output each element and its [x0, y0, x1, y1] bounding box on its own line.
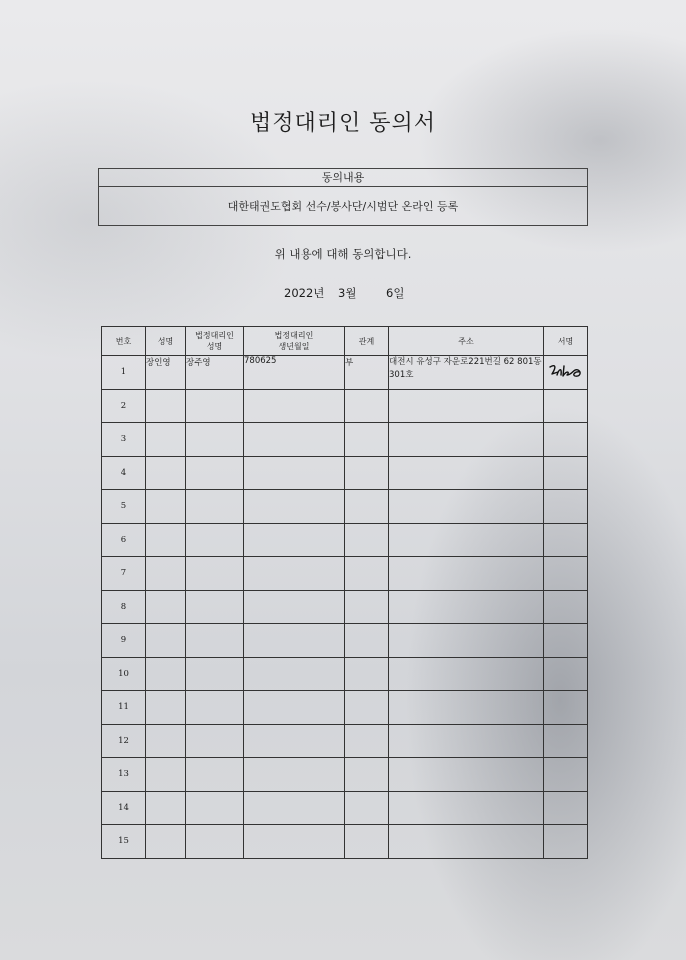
row-guardian-birth — [244, 423, 345, 457]
row-guardian-name — [186, 557, 244, 591]
row-relation — [345, 657, 389, 691]
row-name — [146, 423, 186, 457]
row-name — [146, 758, 186, 792]
row-signature — [544, 456, 588, 490]
row-guardian-birth — [244, 825, 345, 859]
row-guardian-name — [186, 389, 244, 423]
row-guardian-name — [186, 657, 244, 691]
date-day: 6일 — [386, 286, 405, 300]
row-relation: 부 — [345, 356, 389, 390]
row-guardian-name — [186, 758, 244, 792]
row-number: 8 — [102, 590, 146, 624]
row-guardian-birth — [244, 557, 345, 591]
row-relation — [345, 590, 389, 624]
row-name — [146, 389, 186, 423]
row-relation — [345, 624, 389, 658]
row-guardian-birth — [244, 523, 345, 557]
row-address — [389, 523, 544, 557]
row-address — [389, 758, 544, 792]
row-relation — [345, 791, 389, 825]
row-signature — [544, 724, 588, 758]
row-number: 6 — [102, 523, 146, 557]
row-guardian-birth — [244, 691, 345, 725]
row-guardian-name — [186, 624, 244, 658]
row-name — [146, 557, 186, 591]
row-relation — [345, 456, 389, 490]
row-address — [389, 825, 544, 859]
row-number: 13 — [102, 758, 146, 792]
row-signature — [544, 657, 588, 691]
row-address — [389, 590, 544, 624]
row-relation — [345, 523, 389, 557]
row-guardian-birth — [244, 490, 345, 524]
row-relation — [345, 490, 389, 524]
row-address — [389, 490, 544, 524]
row-address: 대전시 유성구 자운로221번길 62 801동 301호 — [389, 356, 544, 390]
table-row — [102, 356, 588, 390]
guardian-table — [101, 326, 588, 859]
row-name — [146, 590, 186, 624]
row-relation — [345, 724, 389, 758]
row-name — [146, 523, 186, 557]
row-guardian-name — [186, 423, 244, 457]
table-row — [102, 456, 588, 490]
row-number: 14 — [102, 791, 146, 825]
header-address: 주소 — [389, 327, 544, 356]
header-relation: 관계 — [345, 327, 389, 356]
table-row — [102, 657, 588, 691]
row-guardian-birth — [244, 791, 345, 825]
table-row — [102, 691, 588, 725]
row-signature — [544, 490, 588, 524]
row-name — [146, 691, 186, 725]
row-guardian-birth — [244, 758, 345, 792]
table-row — [102, 590, 588, 624]
row-signature — [544, 590, 588, 624]
row-address — [389, 624, 544, 658]
row-guardian-birth: 780625 — [244, 356, 345, 390]
row-guardian-name — [186, 724, 244, 758]
table-header-row — [102, 327, 588, 356]
row-guardian-birth — [244, 624, 345, 658]
row-name — [146, 791, 186, 825]
table-row — [102, 490, 588, 524]
row-number: 12 — [102, 724, 146, 758]
table-row — [102, 523, 588, 557]
row-name — [146, 724, 186, 758]
row-number: 2 — [102, 389, 146, 423]
row-name — [146, 825, 186, 859]
table-row — [102, 423, 588, 457]
row-number: 9 — [102, 624, 146, 658]
row-signature — [544, 624, 588, 658]
row-relation — [345, 423, 389, 457]
row-guardian-birth — [244, 389, 345, 423]
consent-content: 대한태권도협회 선수/봉사단/시범단 온라인 등록 — [227, 200, 459, 213]
table-row — [102, 724, 588, 758]
row-guardian-name — [186, 456, 244, 490]
row-number: 11 — [102, 691, 146, 725]
row-name — [146, 657, 186, 691]
row-signature — [544, 557, 588, 591]
header-guardian-name-line1: 법정대리인 — [195, 331, 234, 340]
handwritten-signature — [547, 360, 585, 382]
header-guardian-name-line2: 성명 — [206, 342, 223, 351]
row-guardian-name — [186, 825, 244, 859]
row-relation — [345, 691, 389, 725]
row-address — [389, 423, 544, 457]
row-address — [389, 724, 544, 758]
row-number: 7 — [102, 557, 146, 591]
header-guardian-birth — [244, 327, 345, 356]
row-signature — [544, 423, 588, 457]
agreement-statement: 위 내용에 대해 동의합니다. — [274, 247, 412, 261]
header-guardian-birth-line1: 법정대리인 — [274, 331, 314, 340]
header-number: 번호 — [102, 327, 146, 356]
header-signature: 서명 — [544, 327, 588, 356]
row-guardian-name — [186, 523, 244, 557]
document-title: 법정대리인 동의서 — [249, 111, 436, 136]
row-number: 1 — [102, 356, 146, 390]
row-name: 장인영 — [146, 356, 186, 390]
row-address — [389, 657, 544, 691]
row-number: 10 — [102, 657, 146, 691]
row-guardian-name — [186, 490, 244, 524]
row-address — [389, 389, 544, 423]
date-year: 2022년 — [284, 286, 325, 300]
row-signature — [544, 691, 588, 725]
row-signature — [544, 523, 588, 557]
row-guardian-name — [186, 791, 244, 825]
row-address — [389, 691, 544, 725]
row-guardian-birth — [244, 724, 345, 758]
row-name — [146, 624, 186, 658]
header-guardian-name — [186, 327, 244, 356]
row-guardian-birth — [244, 456, 345, 490]
table-row — [102, 758, 588, 792]
row-signature — [544, 758, 588, 792]
consent-box — [98, 168, 588, 226]
row-address — [389, 456, 544, 490]
row-address — [389, 557, 544, 591]
row-guardian-birth — [244, 590, 345, 624]
table-row — [102, 557, 588, 591]
row-name — [146, 456, 186, 490]
row-guardian-name — [186, 590, 244, 624]
row-guardian-name: 장주영 — [186, 356, 244, 390]
row-number: 4 — [102, 456, 146, 490]
row-guardian-name — [186, 691, 244, 725]
row-number: 5 — [102, 490, 146, 524]
table-row — [102, 389, 588, 423]
row-relation — [345, 557, 389, 591]
row-signature — [544, 389, 588, 423]
row-name — [146, 490, 186, 524]
row-address — [389, 791, 544, 825]
row-relation — [345, 758, 389, 792]
table-row — [102, 624, 588, 658]
consent-header: 동의내용 — [99, 169, 587, 187]
row-number: 3 — [102, 423, 146, 457]
row-signature — [544, 356, 588, 390]
row-number: 15 — [102, 825, 146, 859]
header-name: 성명 — [146, 327, 186, 356]
row-signature — [544, 825, 588, 859]
row-signature — [544, 791, 588, 825]
row-relation — [345, 389, 389, 423]
table-row — [102, 825, 588, 859]
row-relation — [345, 825, 389, 859]
header-guardian-birth-line2: 생년월일 — [278, 342, 310, 351]
table-row — [102, 791, 588, 825]
date-month: 3월 — [338, 286, 357, 300]
row-guardian-birth — [244, 657, 345, 691]
